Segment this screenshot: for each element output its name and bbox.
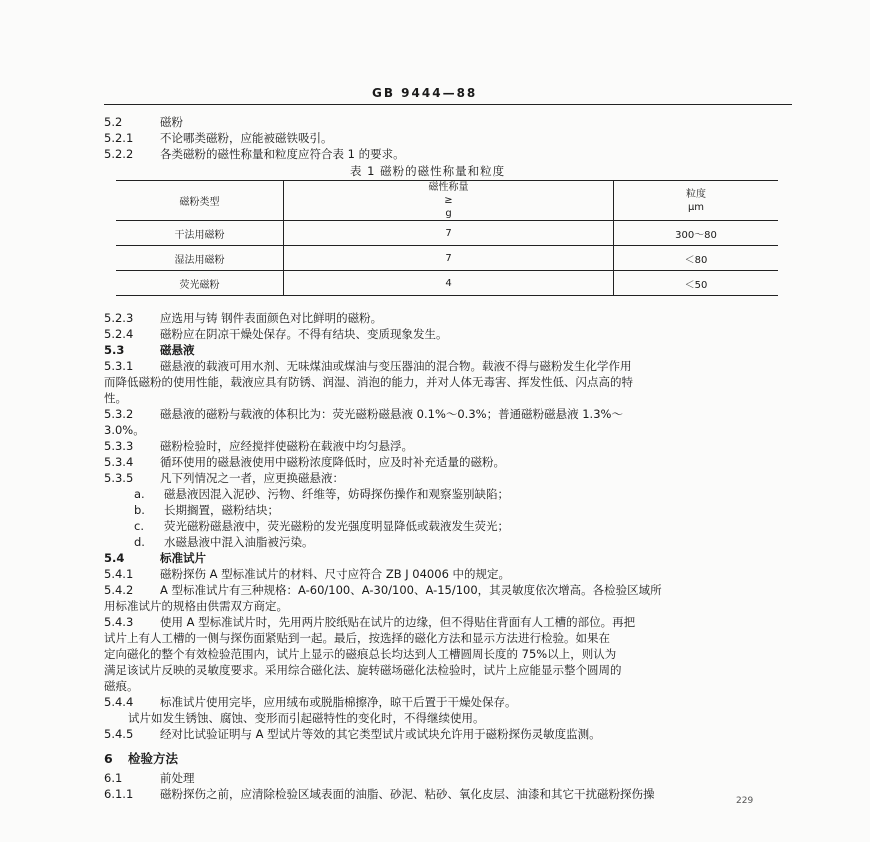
clause-number: 6 [104,751,113,766]
clause-5-3-2 [104,406,794,423]
clause-5-2-2 [104,146,794,163]
clause-continuation: 3.0%。 [104,423,145,437]
heading-5-2 [104,114,794,131]
clause-continuation: 而降低磁粉的使用性能，载液应具有防锈、润湿、消泡的能力，并对人体无毒害、挥发性低、闪点高的特 [104,375,633,389]
clause-text: 磁悬液的磁粉与载液的体积比为：荧光磁粉磁悬液 0.1%～0.3%；普通磁粉磁悬液 1.3%～ [160,407,623,421]
list-text: 磁悬液因混入泥砂、污物、纤维等，妨碍探伤操作和观察鉴别缺陷； [164,487,509,501]
clause-text: 磁粉 [160,115,183,129]
clause-number: 5.4.2 [104,583,134,597]
clause-5-3-3 [104,438,794,455]
heading-5-4 [104,550,794,567]
heading-6-1 [104,770,794,787]
clause-number: 6.1 [104,771,123,785]
clause-continuation: 磁痕。 [104,679,139,693]
clause-text: A 型标准试片有三种规格：A-60/100、A-30/100、A-15/100，其灵敏度依次增高。各检验区域所 [160,583,662,597]
heading-6 [104,750,794,767]
table-row [116,271,778,296]
cell-magnetic: 7 [284,246,614,271]
clause-5-2-4 [104,326,794,343]
table-row [116,221,778,246]
clause-text: 经对比试验证明与 A 型试片等效的其它类型试片或试块允许用于磁粉探伤灵敏度监测。 [160,727,601,741]
header-magnetic-unit: g [445,208,452,219]
list-item-a [104,486,794,503]
clause-5-3-1 [104,358,794,375]
cell-type: 干法用磁粉 [116,221,284,246]
cell-magnetic: 4 [284,271,614,296]
header-magnetic-label: 磁性称量 [428,182,469,193]
page-number: 229 [736,796,754,806]
clause-5-3-4 [104,454,794,471]
list-text: 长期搁置，磁粉结块； [164,503,279,517]
clause-5-4-4 [104,694,794,711]
list-item-b [104,502,794,519]
header-rule [104,104,792,105]
clause-5-4-2 [104,582,794,599]
clause-number: 5.4 [104,551,125,565]
clause-text: 凡下列情况之一者，应更换磁悬液： [160,471,344,485]
clause-text: 不论哪类磁粉，应能被磁铁吸引。 [160,131,333,145]
clause-continuation: 定向磁化的整个有效检验范围内，试片上显示的磁痕总长均达到人工槽圆周长度的 75%以上，则认为 [104,647,617,661]
clause-continuation: 满足该试片反映的灵敏度要求。采用综合磁化法、旋转磁场磁化法检验时，试片上应能显示整个圆周的 [104,663,622,677]
clause-text: 各类磁粉的磁性称量和粒度应符合表 1 的要求。 [160,147,405,161]
header-size-unit: μm [687,201,705,213]
cell-size: ＜50 [614,271,779,296]
clause-text: 使用 A 型标准试片时，先用两片胶纸贴在试片的边缘，但不得贴住背面有人工槽的部位。再把 [160,615,636,629]
standard-code-header: GB 9444—88 [372,86,478,100]
cell-type: 荧光磁粉 [116,271,284,296]
header-powder-type: 磁粉类型 [116,181,284,221]
cell-size: ＜80 [614,246,779,271]
clause-number: 5.4.3 [104,615,134,629]
clause-number: 5.2.3 [104,311,134,325]
clause-text: 循环使用的磁悬液使用中磁粉浓度降低时，应及时补充适量的磁粉。 [160,455,505,469]
clause-number: 5.3.2 [104,407,134,421]
clause-text: 磁悬液 [160,343,195,357]
clause-6-1-1 [104,786,794,803]
clause-number: 6.1.1 [104,787,134,801]
clause-text: 磁悬液的载液可用水剂、无味煤油或煤油与变压器油的混合物。载液不得与磁粉发生化学作用 [160,359,632,373]
clause-5-2-3 [104,310,794,327]
list-item-d [104,534,794,551]
header-magnetic-weight [284,181,614,221]
cell-magnetic: 7 [284,221,614,246]
clause-text: 磁粉检验时，应经搅拌使磁粉在载液中均匀悬浮。 [160,439,413,453]
clause-text: 标准试片 [160,551,206,565]
clause-number: 5.3.4 [104,455,134,469]
clause-number: 5.4.1 [104,567,134,581]
clause-number: 5.3.3 [104,439,134,453]
clause-text: 应选用与铸 钢件表面颜色对比鲜明的磁粉。 [160,311,383,325]
clause-number: 5.3.1 [104,359,134,373]
cell-size: 300～80 [614,221,779,246]
list-item-c [104,518,794,535]
clause-5-2-1 [104,130,794,147]
list-text: 荧光磁粉磁悬液中，荧光磁粉的发光强度明显降低或载液发生荧光； [164,519,509,533]
clause-continuation: 用标准试片的规格由供需双方商定。 [104,599,288,613]
list-letter: a. [134,487,145,501]
clause-continuation: 试片如发生锈蚀、腐蚀、变形而引起磁特性的变化时，不得继续使用。 [128,711,485,725]
list-letter: b. [134,503,145,517]
list-letter: d. [134,535,145,549]
list-text: 水磁悬液中混入油脂被污染。 [164,535,314,549]
clause-text: 标准试片使用完毕，应用绒布或脱脂棉擦净，晾干后置于干燥处保存。 [160,695,517,709]
clause-number: 5.3 [104,343,125,357]
clause-number: 5.2.2 [104,147,134,161]
clause-text: 磁粉应在阴凉干燥处保存。不得有结块、变质现象发生。 [160,327,448,341]
header-size-label: 粒度 [686,188,706,200]
table-caption: 表 1 磁粉的磁性称量和粒度 [350,164,506,178]
clause-5-4-5 [104,726,794,743]
header-particle-size [614,181,779,221]
clause-continuation: 性。 [104,391,127,405]
table-row [116,246,778,271]
clause-5-4-3 [104,614,794,631]
list-letter: c. [134,519,144,533]
clause-text: 检验方法 [128,751,179,766]
clause-number: 5.2.4 [104,327,134,341]
clause-text: 前处理 [160,771,195,785]
clause-number: 5.2 [104,115,123,129]
clause-number: 5.4.4 [104,695,134,709]
clause-continuation: 试片上有人工槽的一侧与探伤面紧贴到一起。最后，按选择的磁化方法和显示方法进行检验。如果在 [104,631,610,645]
clause-5-4-1 [104,566,794,583]
clause-number: 5.2.1 [104,131,134,145]
clause-text: 磁粉探伤之前，应清除检验区域表面的油脂、砂泥、粘砂、氧化皮层、油漆和其它干扰磁粉探伤操 [160,787,655,801]
cell-type: 湿法用磁粉 [116,246,284,271]
magnetic-powder-table [116,180,778,296]
header-magnetic-sign: ≥ [444,195,453,206]
table-header-row [116,181,778,221]
clause-5-3-5 [104,470,794,487]
clause-text: 磁粉探伤 A 型标准试片的材料、尺寸应符合 ZB J 04006 中的规定。 [160,567,511,581]
clause-number: 5.3.5 [104,471,134,485]
clause-number: 5.4.5 [104,727,134,741]
heading-5-3 [104,342,794,359]
